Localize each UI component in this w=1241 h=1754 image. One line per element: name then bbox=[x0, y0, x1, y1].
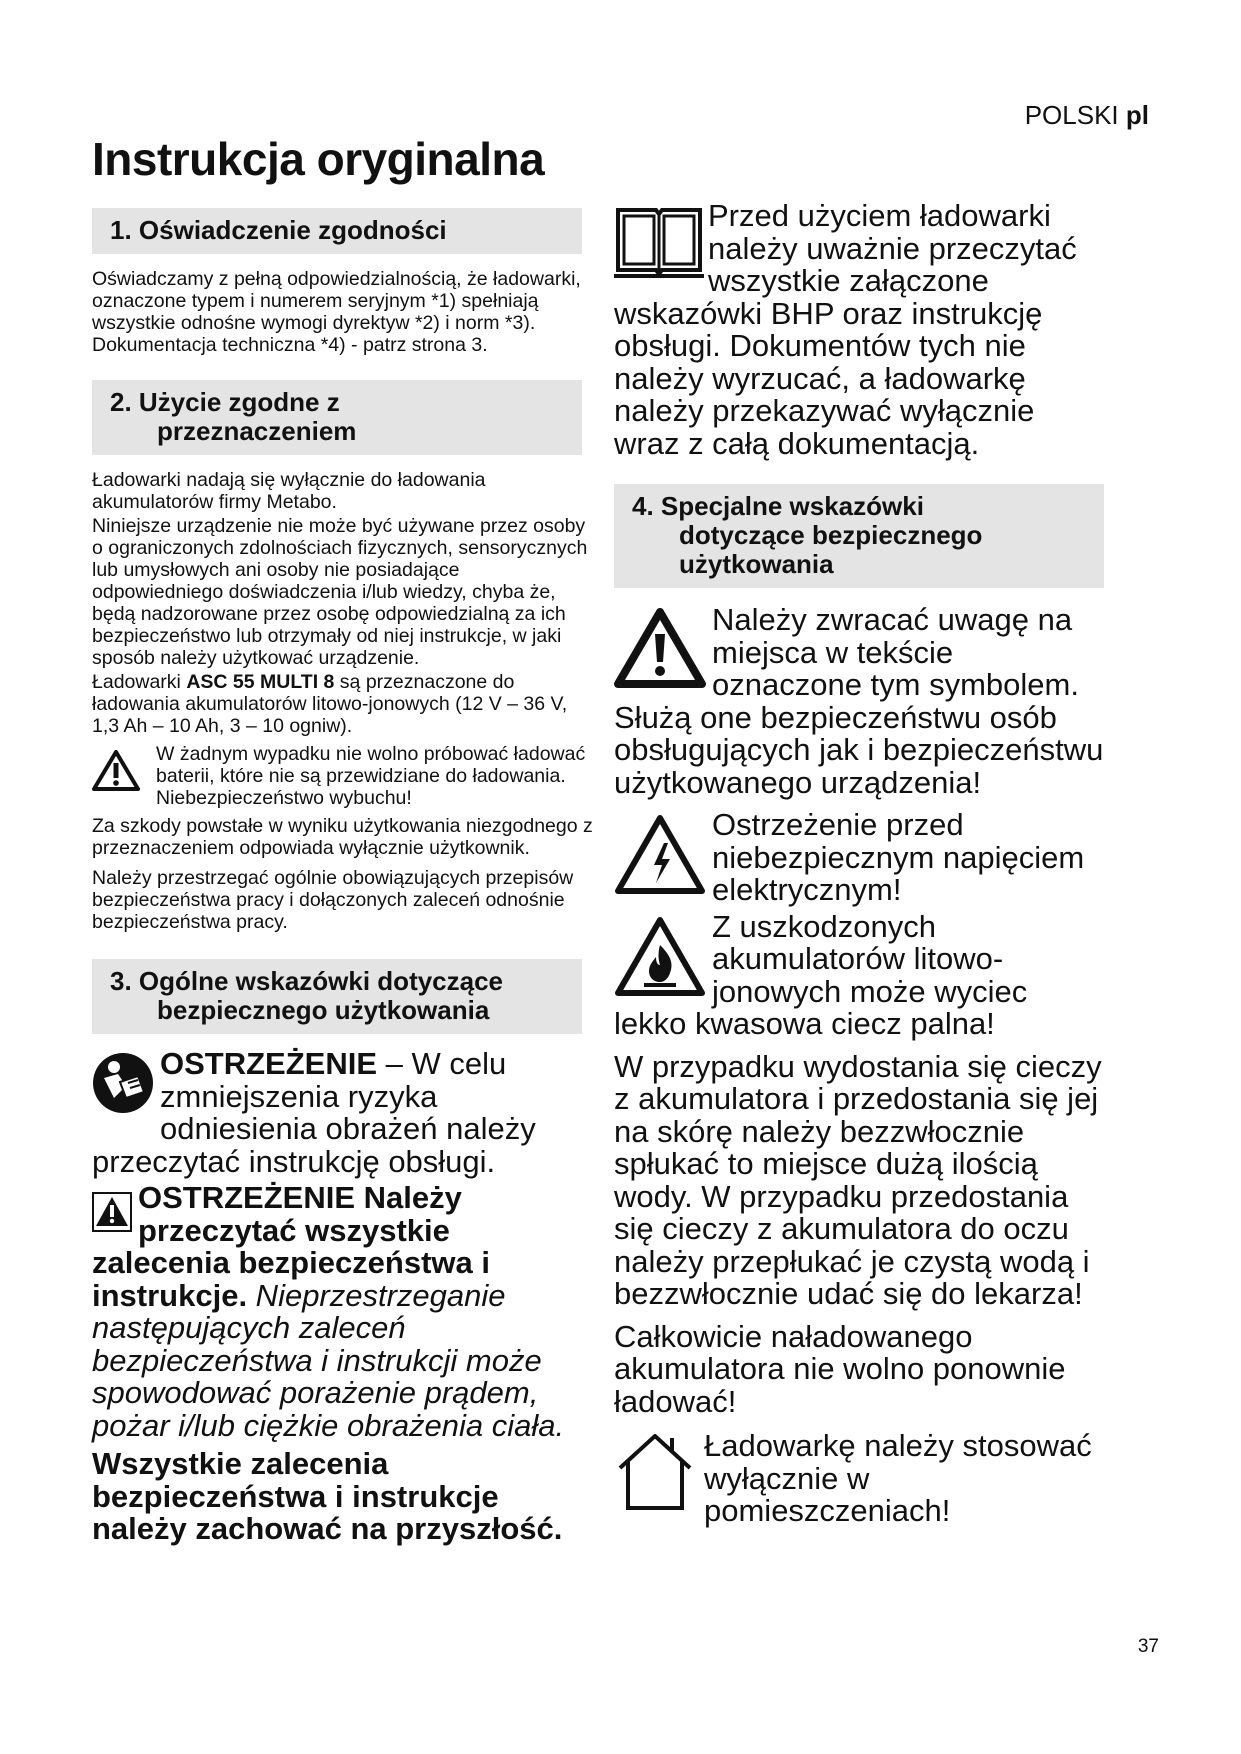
battery-warning-text: W żadnym wypadku nie wolno próbować ładować baterii, które nie są przewidziane do ładowania. Niebezpieczeństwo wybuchu! bbox=[156, 743, 586, 809]
intended-use-p1: Ładowarki nadają się wyłącznie do ładowania akumulatorów firmy Metabo. bbox=[92, 469, 486, 513]
intended-use-p5: Należy przestrzegać ogólnie obowiązujących przepisów bezpieczeństwa pracy i dołączonych zaleceń odnośnie bezpieczeństwa pracy. bbox=[92, 867, 574, 933]
section-4-heading-line3: użytkowania bbox=[679, 549, 834, 579]
p3-prefix: Ładowarki bbox=[92, 671, 187, 693]
charged-battery-note: Całkowicie naładowanego akumulatora nie wolno ponownie ładować! bbox=[614, 1318, 1066, 1419]
read-manual-warning bbox=[92, 1048, 594, 1178]
section-3-heading-line2: bezpiecznego użytkowania bbox=[157, 995, 490, 1025]
warning-label-1: OSTRZEŻENIE bbox=[160, 1046, 378, 1081]
warning-triangle-icon bbox=[92, 1192, 132, 1232]
model-name: ASC 55 MULTI 8 bbox=[186, 671, 335, 693]
read-manual-icon bbox=[92, 1052, 154, 1114]
electric-warning-text: Ostrzeżenie przed niebezpiecznym napięciem elektrycznym! bbox=[712, 807, 1085, 907]
house-icon bbox=[614, 1432, 696, 1512]
section-3-heading-line1: 3. Ogólne wskazówki dotyczące bbox=[110, 966, 504, 996]
indoor-use-note bbox=[614, 1430, 1104, 1528]
left-column bbox=[92, 208, 594, 1546]
fire-hazard-icon bbox=[614, 915, 706, 997]
page-number: 37 bbox=[1137, 1636, 1159, 1657]
section-4-heading-line1: 4. Specjalne wskazówki bbox=[632, 491, 924, 521]
p3-suffix: są przeznaczone do ładowania akumulatorów litowo-jonowych (12 V – 36 V, 1,3 Ah – 10 Ah, 3 – 10 ogniw). bbox=[92, 671, 568, 737]
section-2-heading-line1: 2. Użycie zgodne z bbox=[110, 387, 340, 417]
warning-triangle-icon bbox=[92, 749, 140, 791]
intended-use-p3 bbox=[92, 671, 594, 737]
language-code: pl bbox=[1125, 100, 1149, 130]
section-1-heading: 1. Oświadczenie zgodności bbox=[92, 208, 582, 254]
warning-triangle-icon bbox=[614, 608, 706, 688]
liquid-contact-note: W przypadku wydostania się cieczy z akumulatora i przedostania się jej na skórę należy bezzwłocznie spłukać to miejsce dużą ilością wody. W przypadku przedostania się cieczy z akumulatora do oczu należy przepłukać je czystą wodą i bezzwłocznie udać się do lekarza! bbox=[614, 1048, 1102, 1311]
language-name: POLSKI bbox=[1024, 100, 1119, 130]
read-before-use bbox=[614, 200, 1104, 460]
fire-warning-text: Z uszkodzonych akumulatorów litowo-jonowych może wyciec lekko kwasowa ciecz palna! bbox=[614, 908, 1028, 1041]
intended-use-p4: Za szkody powstałe w wyniku użytkowania niezgodnego z przeznaczeniem odpowiada wyłącznie użytkownik. bbox=[92, 815, 593, 859]
page-title: Instrukcja oryginalna bbox=[92, 133, 545, 185]
safety-instructions-italic: Nieprzestrzeganie następujących zaleceń bezpieczeństwa i instrukcji może spowodować porażenie prądem, pożar i/lub ciężkie obrażenia ciała. bbox=[92, 1277, 565, 1443]
book-icon bbox=[614, 202, 704, 280]
safety-instructions-bold: OSTRZEŻENIE Należy przeczytać wszystkie zalecenia bezpieczeństwa i instrukcje. bbox=[92, 1180, 491, 1313]
keep-instructions: Wszystkie zalecenia bezpieczeństwa i instrukcje należy zachować na przyszłość. bbox=[92, 1446, 563, 1546]
section-4-heading-line2: dotyczące bezpiecznego bbox=[679, 520, 983, 550]
electric-hazard-icon bbox=[614, 813, 706, 895]
attention-note bbox=[614, 604, 1104, 799]
read-manual-text: – W celu zmniejszenia ryzyka odniesienia obrażeń należy przeczytać instrukcję obsługi. bbox=[92, 1046, 536, 1179]
declaration-text: Oświadczamy z pełną odpowiedzialnością, że ładowarki, oznaczone typem i numerem seryjnym *1) spełniają wszystkie odnośne wymogi dyrektyw *2) i norm *3). Dokumentacja techniczna *4) - patrz strona 3. bbox=[92, 268, 581, 356]
battery-warning bbox=[92, 743, 594, 809]
section-4-heading bbox=[614, 484, 1104, 588]
section-2-heading bbox=[92, 380, 582, 455]
safety-instructions-warning bbox=[92, 1182, 594, 1442]
electric-warning bbox=[614, 809, 1104, 907]
right-column bbox=[614, 200, 1104, 1528]
fire-warning bbox=[614, 908, 1104, 1041]
section-3-heading bbox=[92, 959, 582, 1034]
attention-text: Należy zwracać uwagę na miejsca w tekście oznaczone tym symbolem. Służą one bezpieczeństwu osób obsługujących jak i bezpieczeństwu użytkowanego urządzenia! bbox=[614, 602, 1104, 800]
section-2-heading-line2: przeznaczeniem bbox=[157, 416, 357, 446]
language-label bbox=[1025, 100, 1149, 131]
intended-use-p2: Niniejsze urządzenie nie może być używane przez osoby o ograniczonych zdolnościach fizycznych, sensorycznych lub umysłowych ani osoby nie posiadające odpowiedniego doświadczenia i/lub wiedzy, chyba że, będą nadzorowane przez osobę odpowiedzialną za ich bezpieczeństwo lub otrzymały od niej instrukcje, w jaki sposób należy użytkować urządzenie. bbox=[92, 515, 588, 669]
indoor-use-text: Ładowarkę należy stosować wyłącznie w pomieszczeniach! bbox=[704, 1428, 1092, 1528]
read-before-use-text: Przed użyciem ładowarki należy uważnie przeczytać wszystkie załączone wskazówki BHP oraz instrukcję obsługi. Dokumentów tych nie należy wyrzucać, a ładowarkę należy przekazywać wyłącznie wraz z całą dokumentacją. bbox=[614, 198, 1077, 461]
